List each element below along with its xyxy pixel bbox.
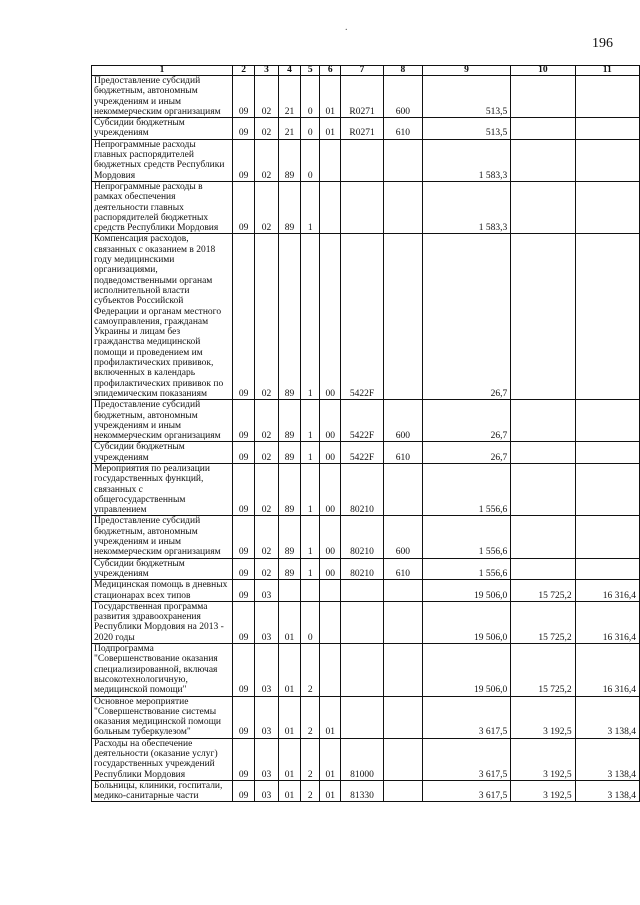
direction-code bbox=[341, 580, 384, 602]
subprogram-code bbox=[301, 580, 320, 602]
event-code: 01 bbox=[320, 696, 341, 738]
subprogram-code: 0 bbox=[301, 601, 320, 643]
table-row bbox=[92, 580, 640, 602]
amount-2020 bbox=[575, 139, 639, 181]
table-row bbox=[92, 601, 640, 643]
program-code: 01 bbox=[278, 780, 300, 802]
header-col-5: 5 bbox=[301, 66, 320, 76]
header-col-10: 10 bbox=[511, 66, 575, 76]
program-code: 89 bbox=[278, 463, 300, 515]
amount-2020: 3 138,4 bbox=[575, 780, 639, 802]
amount-2019 bbox=[511, 234, 575, 400]
amount-2019: 3 192,5 bbox=[511, 696, 575, 738]
event-code: 01 bbox=[320, 118, 341, 140]
amount-2020 bbox=[575, 463, 639, 515]
amount-2019: 3 192,5 bbox=[511, 780, 575, 802]
amount-2018: 513,5 bbox=[422, 118, 511, 140]
program-code: 21 bbox=[278, 76, 300, 118]
table-row bbox=[92, 644, 640, 696]
amount-2018: 19 506,0 bbox=[422, 644, 511, 696]
header-col-3: 3 bbox=[255, 66, 278, 76]
amount-2018: 1 583,3 bbox=[422, 139, 511, 181]
amount-2018: 3 617,5 bbox=[422, 738, 511, 780]
section-code: 09 bbox=[232, 738, 254, 780]
budget-table bbox=[91, 65, 640, 802]
subsection-code: 02 bbox=[255, 400, 278, 442]
subprogram-code: 2 bbox=[301, 696, 320, 738]
amount-2018: 19 506,0 bbox=[422, 601, 511, 643]
row-name: Государственная программа развития здравоохранения Республики Мордовия на 2013 - 2020 годы bbox=[92, 601, 233, 643]
program-code: 21 bbox=[278, 118, 300, 140]
direction-code: 81330 bbox=[341, 780, 384, 802]
subprogram-code: 1 bbox=[301, 558, 320, 580]
direction-code bbox=[341, 139, 384, 181]
subsection-code: 03 bbox=[255, 696, 278, 738]
amount-2020: 16 316,4 bbox=[575, 644, 639, 696]
program-code: 01 bbox=[278, 601, 300, 643]
amount-2020 bbox=[575, 234, 639, 400]
page-number: 196 bbox=[592, 36, 613, 51]
direction-code: 5422F bbox=[341, 234, 384, 400]
row-name: Предоставление субсидий бюджетным, автономным учреждениям и иным некоммерческим организациям bbox=[92, 400, 233, 442]
direction-code bbox=[341, 644, 384, 696]
direction-code: R0271 bbox=[341, 118, 384, 140]
amount-2020: 3 138,4 bbox=[575, 738, 639, 780]
direction-code bbox=[341, 601, 384, 643]
row-name: Субсидии бюджетным учреждениям bbox=[92, 118, 233, 140]
row-name: Предоставление субсидий бюджетным, автономным учреждениям и иным некоммерческим организациям bbox=[92, 516, 233, 558]
amount-2018: 26,7 bbox=[422, 234, 511, 400]
table-row bbox=[92, 139, 640, 181]
event-code bbox=[320, 181, 341, 233]
row-name: Подпрограмма "Совершенствование оказания специализированной, включая высокотехнологичную, медицинской помощи" bbox=[92, 644, 233, 696]
amount-2020 bbox=[575, 558, 639, 580]
event-code bbox=[320, 139, 341, 181]
subsection-code: 02 bbox=[255, 442, 278, 464]
table-row bbox=[92, 400, 640, 442]
amount-2018: 1 556,6 bbox=[422, 463, 511, 515]
section-code: 09 bbox=[232, 644, 254, 696]
event-code: 01 bbox=[320, 738, 341, 780]
expense-type-code bbox=[384, 580, 423, 602]
amount-2018: 513,5 bbox=[422, 76, 511, 118]
row-name: Компенсация расходов, связанных с оказанием в 2018 году медицинскими организациями, подведомственными органам исполнительной власти субъектов Российской Федерации и органам местного самоуправления, гражданам Украины и лицам без гражданства медицинской помощи и проведением им профилактических прививок, включенных в календарь профилактических прививок по эпидемическим показаниям bbox=[92, 234, 233, 400]
subprogram-code: 0 bbox=[301, 139, 320, 181]
amount-2019 bbox=[511, 516, 575, 558]
scan-mark: . bbox=[345, 22, 348, 33]
direction-code: 80210 bbox=[341, 516, 384, 558]
amount-2018: 26,7 bbox=[422, 442, 511, 464]
expense-type-code bbox=[384, 780, 423, 802]
table-row bbox=[92, 780, 640, 802]
amount-2019: 15 725,2 bbox=[511, 644, 575, 696]
table-row bbox=[92, 118, 640, 140]
direction-code: 5422F bbox=[341, 442, 384, 464]
amount-2020 bbox=[575, 400, 639, 442]
header-col-8: 8 bbox=[384, 66, 423, 76]
amount-2018: 19 506,0 bbox=[422, 580, 511, 602]
row-name: Непрограммные расходы в рамках обеспечения деятельности главных распорядителей бюджетных средств Республики Мордовия bbox=[92, 181, 233, 233]
direction-code: 5422F bbox=[341, 400, 384, 442]
header-col-1: 1 bbox=[92, 66, 233, 76]
subprogram-code: 0 bbox=[301, 76, 320, 118]
section-code: 09 bbox=[232, 181, 254, 233]
program-code: 89 bbox=[278, 181, 300, 233]
amount-2020 bbox=[575, 442, 639, 464]
row-name: Расходы на обеспечение деятельности (оказание услуг) государственных учреждений Республики Мордовия bbox=[92, 738, 233, 780]
event-code: 00 bbox=[320, 463, 341, 515]
expense-type-code: 600 bbox=[384, 76, 423, 118]
subprogram-code: 2 bbox=[301, 738, 320, 780]
table-row bbox=[92, 76, 640, 118]
expense-type-code: 600 bbox=[384, 400, 423, 442]
direction-code: 80210 bbox=[341, 463, 384, 515]
program-code: 89 bbox=[278, 516, 300, 558]
amount-2019: 15 725,2 bbox=[511, 601, 575, 643]
subsection-code: 03 bbox=[255, 601, 278, 643]
program-code: 89 bbox=[278, 442, 300, 464]
amount-2018: 1 556,6 bbox=[422, 558, 511, 580]
program-code: 89 bbox=[278, 139, 300, 181]
subsection-code: 02 bbox=[255, 118, 278, 140]
subprogram-code: 2 bbox=[301, 780, 320, 802]
row-name: Медицинская помощь в дневных стационарах всех типов bbox=[92, 580, 233, 602]
direction-code: 81000 bbox=[341, 738, 384, 780]
amount-2019 bbox=[511, 181, 575, 233]
program-code: 01 bbox=[278, 738, 300, 780]
event-code: 00 bbox=[320, 400, 341, 442]
section-code: 09 bbox=[232, 780, 254, 802]
subprogram-code: 1 bbox=[301, 463, 320, 515]
program-code: 89 bbox=[278, 234, 300, 400]
direction-code: R0271 bbox=[341, 76, 384, 118]
program-code: 89 bbox=[278, 400, 300, 442]
row-name: Субсидии бюджетным учреждениям bbox=[92, 558, 233, 580]
expense-type-code bbox=[384, 644, 423, 696]
subprogram-code: 1 bbox=[301, 516, 320, 558]
amount-2018: 26,7 bbox=[422, 400, 511, 442]
header-col-4: 4 bbox=[278, 66, 300, 76]
row-name: Субсидии бюджетным учреждениям bbox=[92, 442, 233, 464]
header-col-6: 6 bbox=[320, 66, 341, 76]
expense-type-code bbox=[384, 139, 423, 181]
amount-2020: 16 316,4 bbox=[575, 601, 639, 643]
direction-code: 80210 bbox=[341, 558, 384, 580]
event-code: 00 bbox=[320, 516, 341, 558]
subsection-code: 02 bbox=[255, 463, 278, 515]
amount-2019 bbox=[511, 442, 575, 464]
amount-2018: 1 583,3 bbox=[422, 181, 511, 233]
subsection-code: 02 bbox=[255, 76, 278, 118]
section-code: 09 bbox=[232, 118, 254, 140]
amount-2019 bbox=[511, 558, 575, 580]
section-code: 09 bbox=[232, 516, 254, 558]
amount-2019: 3 192,5 bbox=[511, 738, 575, 780]
subprogram-code: 2 bbox=[301, 644, 320, 696]
event-code: 00 bbox=[320, 442, 341, 464]
row-name: Предоставление субсидий бюджетным, автономным учреждениям и иным некоммерческим организациям bbox=[92, 76, 233, 118]
amount-2018: 1 556,6 bbox=[422, 516, 511, 558]
subprogram-code: 1 bbox=[301, 181, 320, 233]
section-code: 09 bbox=[232, 442, 254, 464]
event-code bbox=[320, 580, 341, 602]
expense-type-code bbox=[384, 696, 423, 738]
subsection-code: 03 bbox=[255, 738, 278, 780]
program-code: 89 bbox=[278, 558, 300, 580]
expense-type-code bbox=[384, 601, 423, 643]
subprogram-code: 1 bbox=[301, 442, 320, 464]
subsection-code: 03 bbox=[255, 580, 278, 602]
event-code: 01 bbox=[320, 780, 341, 802]
section-code: 09 bbox=[232, 234, 254, 400]
event-code bbox=[320, 601, 341, 643]
direction-code bbox=[341, 181, 384, 233]
section-code: 09 bbox=[232, 601, 254, 643]
subsection-code: 02 bbox=[255, 558, 278, 580]
expense-type-code: 600 bbox=[384, 516, 423, 558]
amount-2020 bbox=[575, 76, 639, 118]
amount-2018: 3 617,5 bbox=[422, 780, 511, 802]
section-code: 09 bbox=[232, 558, 254, 580]
direction-code bbox=[341, 696, 384, 738]
header-col-11: 11 bbox=[575, 66, 639, 76]
subsection-code: 03 bbox=[255, 644, 278, 696]
subsection-code: 02 bbox=[255, 234, 278, 400]
program-code: 01 bbox=[278, 644, 300, 696]
expense-type-code: 610 bbox=[384, 118, 423, 140]
table-row bbox=[92, 558, 640, 580]
program-code bbox=[278, 580, 300, 602]
amount-2019 bbox=[511, 400, 575, 442]
section-code: 09 bbox=[232, 76, 254, 118]
event-code bbox=[320, 644, 341, 696]
subprogram-code: 1 bbox=[301, 234, 320, 400]
row-name: Больницы, клиники, госпитали, медико-санитарные части bbox=[92, 780, 233, 802]
event-code: 00 bbox=[320, 234, 341, 400]
section-code: 09 bbox=[232, 580, 254, 602]
table-row bbox=[92, 696, 640, 738]
expense-type-code: 610 bbox=[384, 442, 423, 464]
subprogram-code: 1 bbox=[301, 400, 320, 442]
amount-2020: 3 138,4 bbox=[575, 696, 639, 738]
table-row bbox=[92, 516, 640, 558]
amount-2019 bbox=[511, 118, 575, 140]
expense-type-code bbox=[384, 234, 423, 400]
subsection-code: 02 bbox=[255, 181, 278, 233]
table-row bbox=[92, 234, 640, 400]
subprogram-code: 0 bbox=[301, 118, 320, 140]
expense-type-code bbox=[384, 463, 423, 515]
program-code: 01 bbox=[278, 696, 300, 738]
header-col-9: 9 bbox=[422, 66, 511, 76]
table-row bbox=[92, 738, 640, 780]
amount-2019 bbox=[511, 76, 575, 118]
event-code: 00 bbox=[320, 558, 341, 580]
amount-2019: 15 725,2 bbox=[511, 580, 575, 602]
subsection-code: 02 bbox=[255, 139, 278, 181]
header-row bbox=[92, 66, 640, 76]
amount-2020 bbox=[575, 181, 639, 233]
subsection-code: 02 bbox=[255, 516, 278, 558]
section-code: 09 bbox=[232, 463, 254, 515]
section-code: 09 bbox=[232, 400, 254, 442]
header-col-2: 2 bbox=[232, 66, 254, 76]
row-name: Основное мероприятие "Совершенствование системы оказания медицинской помощи больным туберкулезом" bbox=[92, 696, 233, 738]
amount-2020: 16 316,4 bbox=[575, 580, 639, 602]
expense-type-code bbox=[384, 181, 423, 233]
table-row bbox=[92, 463, 640, 515]
section-code: 09 bbox=[232, 696, 254, 738]
expense-type-code: 610 bbox=[384, 558, 423, 580]
header-col-7: 7 bbox=[341, 66, 384, 76]
row-name: Мероприятия по реализации государственных функций, связанных с общегосударственным управлением bbox=[92, 463, 233, 515]
amount-2019 bbox=[511, 463, 575, 515]
expense-type-code bbox=[384, 738, 423, 780]
table-row bbox=[92, 442, 640, 464]
event-code: 01 bbox=[320, 76, 341, 118]
amount-2019 bbox=[511, 139, 575, 181]
amount-2018: 3 617,5 bbox=[422, 696, 511, 738]
amount-2020 bbox=[575, 118, 639, 140]
amount-2020 bbox=[575, 516, 639, 558]
row-name: Непрограммные расходы главных распорядителей бюджетных средств Республики Мордовия bbox=[92, 139, 233, 181]
table-row bbox=[92, 181, 640, 233]
section-code: 09 bbox=[232, 139, 254, 181]
subsection-code: 03 bbox=[255, 780, 278, 802]
